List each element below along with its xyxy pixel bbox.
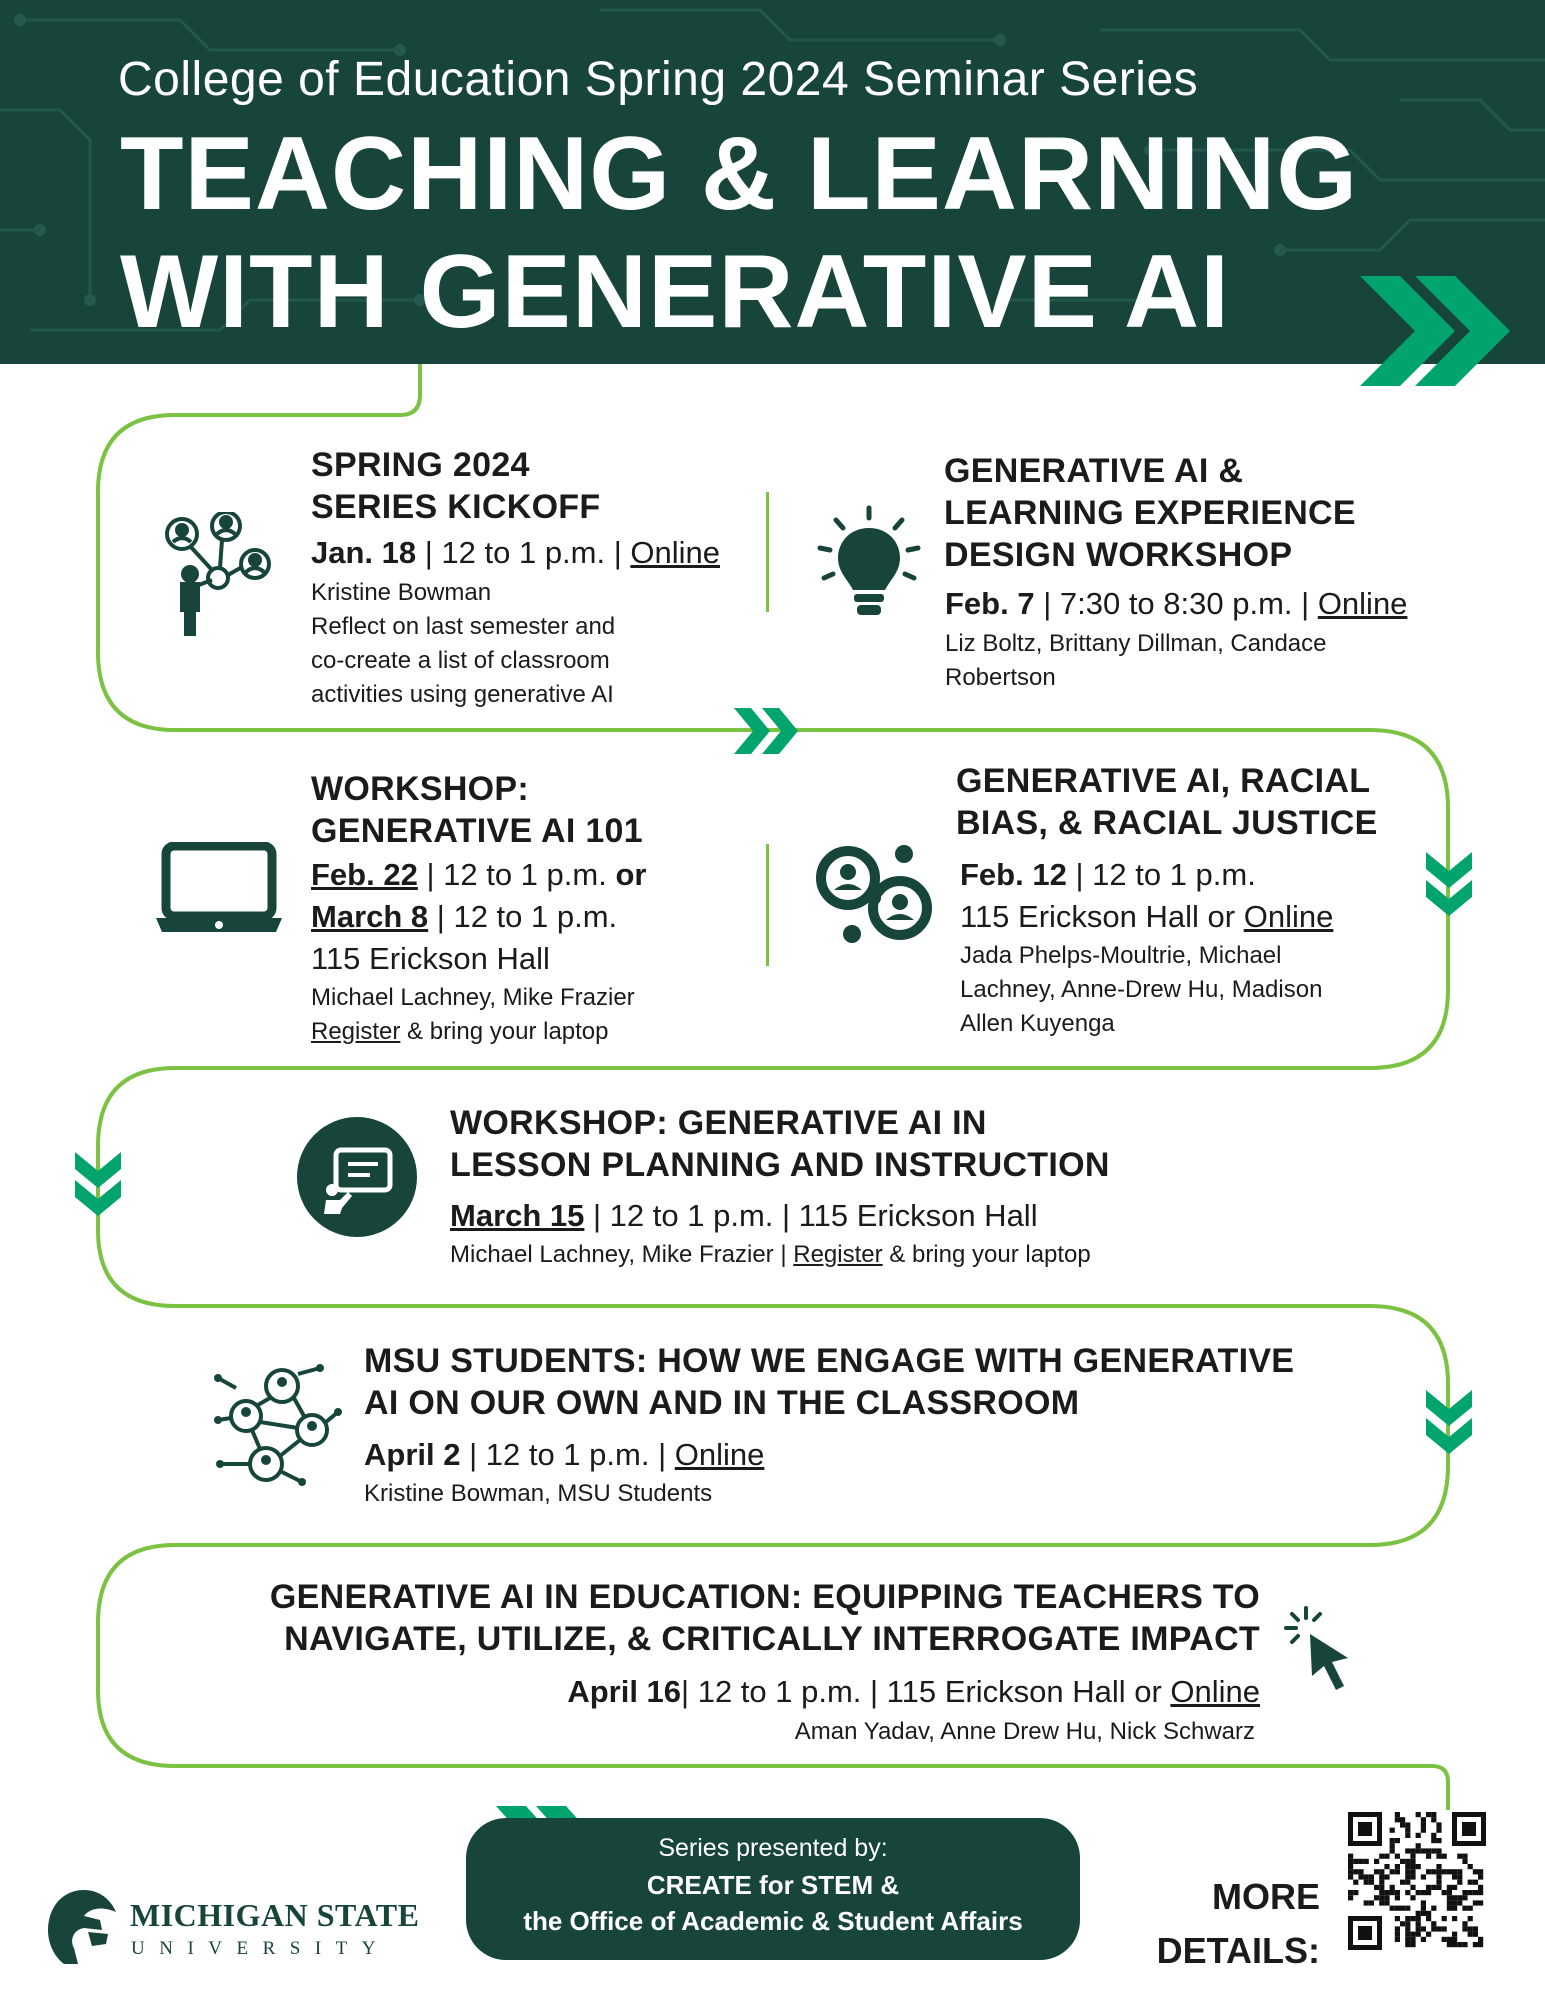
- event-when: [945, 584, 1407, 624]
- event-details: [960, 939, 1322, 1041]
- event-time: | 12 to 1 p.m.: [1066, 857, 1256, 892]
- event-title-line: GENERATIVE AI 101: [311, 812, 643, 850]
- event-title-line: SERIES KICKOFF: [311, 488, 601, 526]
- event-time: | 12 to 1 p.m.: [428, 899, 618, 934]
- qr-code-icon[interactable]: [1346, 1810, 1488, 1952]
- event-time: | 12 to 1 p.m.: [417, 857, 616, 892]
- chevron-right-icon: [734, 708, 804, 754]
- page-title-line-2: WITH GENERATIVE AI: [120, 234, 1230, 350]
- event-when: [364, 1435, 764, 1475]
- event-time: | 12 to 1 p.m. | 115 Erickson Hall or: [681, 1674, 1171, 1709]
- register-link[interactable]: Register: [793, 1241, 883, 1268]
- presenter-network-icon: [160, 512, 280, 636]
- event-title: [450, 1102, 1110, 1186]
- event-presenters: Michael Lachney, Mike Frazier |: [450, 1241, 794, 1268]
- event-title-line: LESSON PLANNING AND INSTRUCTION: [450, 1146, 1110, 1184]
- register-link[interactable]: Register: [311, 1018, 401, 1045]
- event-title-line: DESIGN WORKSHOP: [944, 536, 1293, 574]
- event-location: 115 Erickson Hall: [311, 941, 550, 976]
- column-divider: [766, 844, 769, 966]
- event-time: | 12 to 1 p.m. |: [416, 535, 631, 570]
- event-presenters: Robertson: [945, 664, 1056, 691]
- chevron-down-icon: [1426, 1390, 1472, 1460]
- event-date: Feb. 7: [945, 586, 1035, 621]
- register-note: & bring your laptop: [400, 1018, 609, 1045]
- event-when: [300, 1672, 1260, 1712]
- event-description: Reflect on last semester and: [311, 613, 616, 640]
- event-time: | 12 to 1 p.m. | 115 Erickson Hall: [584, 1198, 1038, 1233]
- people-circles-icon: [814, 844, 936, 948]
- event-title-line: GENERATIVE AI IN EDUCATION: EQUIPPING TEACHERS TO: [269, 1578, 1260, 1616]
- event-presenters: Jada Phelps-Moultrie, Michael: [960, 942, 1282, 969]
- chevron-down-icon: [1426, 852, 1472, 922]
- online-link[interactable]: Online: [1170, 1674, 1260, 1709]
- event-title-line: AI ON OUR OWN AND IN THE CLASSROOM: [364, 1384, 1080, 1422]
- event-date: Jan. 18: [311, 535, 417, 570]
- event-details: [311, 981, 635, 1049]
- event-when: [311, 855, 646, 895]
- event-when: [450, 1196, 1038, 1236]
- event-details: [945, 627, 1327, 695]
- event-title: [364, 1340, 1294, 1424]
- event-time: | 12 to 1 p.m. |: [460, 1437, 675, 1472]
- event-title-line: WORKSHOP:: [311, 770, 530, 808]
- event-title-line: WORKSHOP: GENERATIVE AI IN: [450, 1104, 987, 1142]
- event-date: Feb. 12: [960, 857, 1067, 892]
- more-details-label: [1150, 1870, 1320, 1978]
- event-title-line: GENERATIVE AI, RACIAL: [956, 762, 1371, 800]
- event-presenters: Michael Lachney, Mike Frazier: [311, 984, 635, 1011]
- event-when: [311, 533, 720, 573]
- chevron-down-icon: [75, 1152, 121, 1222]
- online-link[interactable]: Online: [630, 535, 720, 570]
- event-title: [170, 1576, 1260, 1660]
- event-title: [944, 450, 1356, 576]
- laptop-icon: [156, 842, 282, 934]
- event-date-link[interactable]: March 8: [311, 899, 429, 934]
- lightbulb-icon: [814, 504, 924, 624]
- event-presenters: Allen Kuyenga: [960, 1010, 1115, 1037]
- presented-by-label: Series presented by:: [658, 1834, 888, 1862]
- event-title-line: BIAS, & RACIAL JUSTICE: [956, 804, 1378, 842]
- event-title-line: NAVIGATE, UTILIZE, & CRITICALLY INTERROGATE IMPACT: [284, 1620, 1260, 1658]
- event-title-line: SPRING 2024: [311, 446, 530, 484]
- spartan-helmet-icon: [44, 1886, 122, 1966]
- register-note: & bring your laptop: [882, 1241, 1091, 1268]
- event-description: activities using generative AI: [311, 681, 614, 708]
- event-location: [960, 897, 1333, 937]
- event-title: [311, 768, 643, 852]
- msu-logo-subtitle: UNIVERSITY: [131, 1938, 390, 1959]
- cursor-click-icon: [1284, 1606, 1358, 1700]
- column-divider: [766, 492, 769, 612]
- msu-logo-name: MICHIGAN STATE: [130, 1897, 420, 1933]
- or-label: or: [615, 857, 647, 892]
- event-title-line: MSU STUDENTS: HOW WE ENGAGE WITH GENERATIVE: [364, 1342, 1295, 1380]
- event-presenters: Aman Yadav, Anne Drew Hu, Nick Schwarz: [794, 1718, 1255, 1745]
- event-when: [960, 855, 1256, 895]
- event-when: [311, 897, 617, 937]
- event-presenter: Kristine Bowman: [311, 579, 492, 606]
- event-title-line: GENERATIVE AI &: [944, 452, 1244, 490]
- page-title-line-1: TEACHING & LEARNING: [120, 116, 1359, 232]
- online-link[interactable]: Online: [1317, 586, 1408, 621]
- whiteboard-teacher-icon: [296, 1116, 418, 1238]
- presenter-org: the Office of Academic & Student Affairs: [523, 1906, 1023, 1936]
- event-date: April 16: [567, 1674, 682, 1709]
- event-presenters: Liz Boltz, Brittany Dillman, Candace: [945, 630, 1327, 657]
- presented-by-box: [466, 1818, 1080, 1960]
- event-time: | 7:30 to 8:30 p.m. |: [1034, 586, 1318, 621]
- event-location-text: 115 Erickson Hall or: [960, 899, 1244, 934]
- presenter-org: CREATE for STEM &: [646, 1870, 900, 1900]
- network-people-icon: [214, 1364, 342, 1490]
- more-details-line: DETAILS:: [1156, 1930, 1320, 1971]
- event-presenters: Kristine Bowman, MSU Students: [364, 1480, 713, 1507]
- event-date-link[interactable]: Feb. 22: [311, 857, 418, 892]
- event-date: April 2: [364, 1437, 461, 1472]
- series-subtitle: College of Education Spring 2024 Seminar Series: [118, 53, 1199, 106]
- online-link[interactable]: Online: [1243, 899, 1334, 934]
- event-description: co-create a list of classroom: [311, 647, 610, 674]
- event-title: [311, 444, 600, 528]
- event-title: [956, 760, 1378, 844]
- event-details: [450, 1238, 1091, 1272]
- event-details: [311, 576, 615, 712]
- online-link[interactable]: Online: [674, 1437, 765, 1472]
- event-presenters: Lachney, Anne-Drew Hu, Madison: [960, 976, 1323, 1003]
- more-details-line: MORE: [1212, 1876, 1320, 1917]
- event-date-link[interactable]: March 15: [450, 1198, 585, 1233]
- event-title-line: LEARNING EXPERIENCE: [944, 494, 1356, 532]
